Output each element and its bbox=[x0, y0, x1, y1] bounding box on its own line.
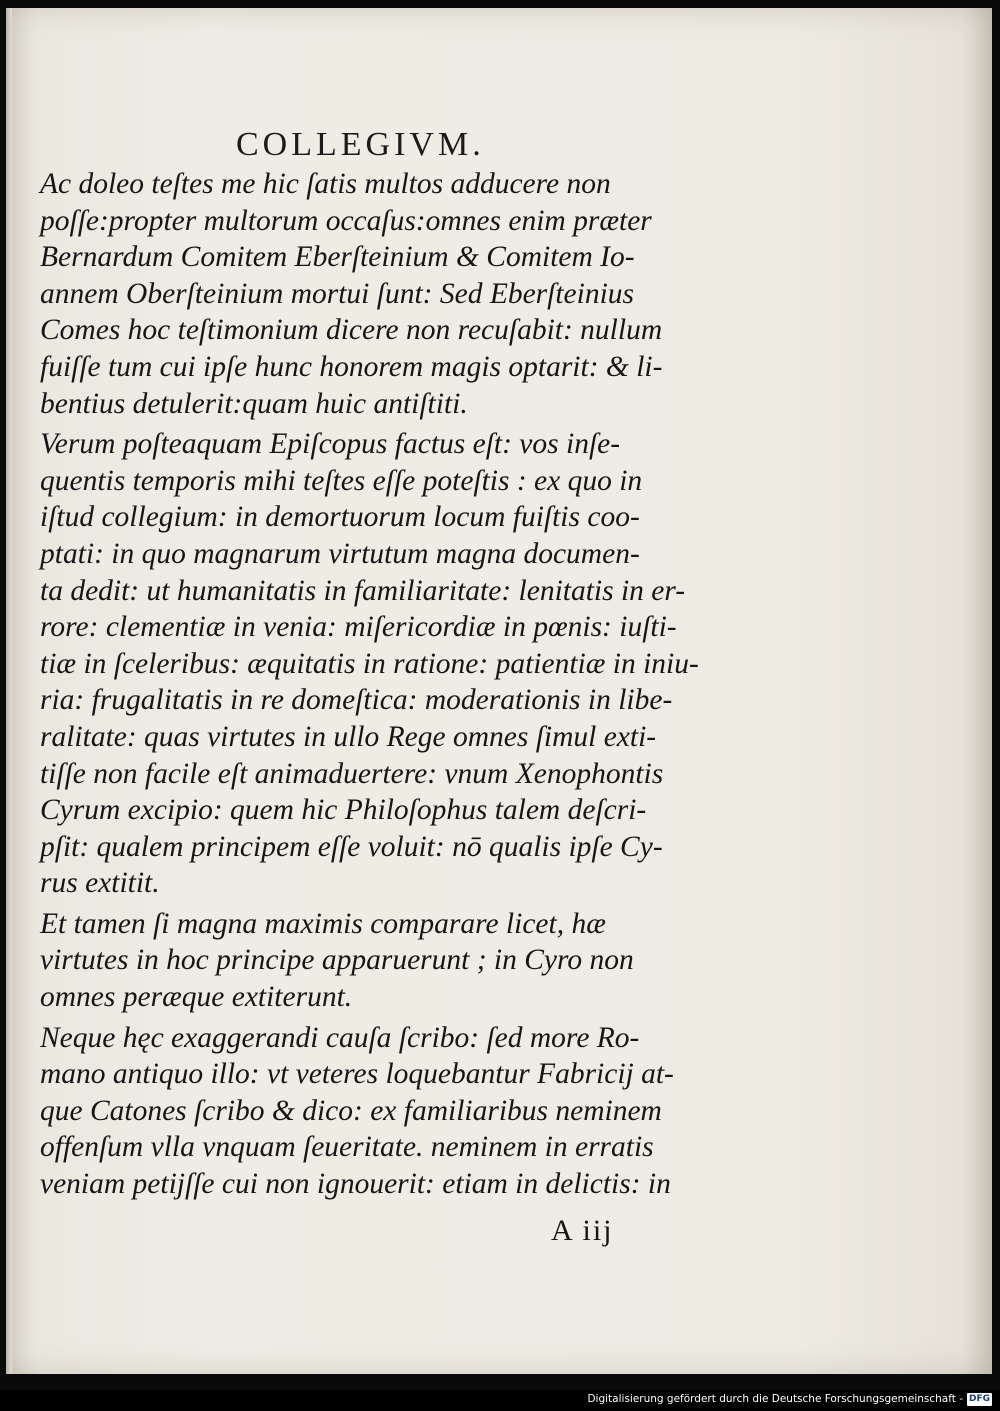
text-line: Et tamen ſi magna maximis comparare licet, hæ bbox=[40, 907, 606, 940]
text-line: fuiſſe tum cui ipſe hunc honorem magis optarit: & li- bbox=[40, 350, 663, 383]
text-line: rore: clementiæ in venia: miſericordiæ in pœnis: iuſti- bbox=[40, 611, 677, 644]
text-line: offenſum vlla vnquam ſeueritate. neminem in erratis bbox=[40, 1131, 654, 1164]
text-line: Ac doleo teſtes me hic ſatis multos adducere non bbox=[40, 168, 611, 200]
page-heading: COLLEGIVM. bbox=[236, 126, 485, 163]
signature-mark: A iij bbox=[551, 1214, 614, 1247]
page-edge bbox=[6, 8, 12, 1374]
text-line: ta dedit: ut humanitatis in familiaritate: lenitatis in er- bbox=[40, 574, 686, 607]
dfg-footer-text: Digitalisierung gefördert durch die Deutsche Forschungsgemeinschaft - bbox=[587, 1393, 963, 1405]
text-line: Neque hęc exaggerandi cauſa ſcribo: ſed more Ro- bbox=[40, 1021, 640, 1054]
text-line: iſtud collegium: in demortuorum locum fuiſtis coo- bbox=[40, 501, 640, 534]
text-line: rus extitit. bbox=[40, 867, 160, 900]
text-line: pſit: qualem principem eſſe voluit: nō qualis ipſe Cy- bbox=[40, 830, 663, 863]
text-line: que Catones ſcribo & dico: ex familiaribus neminem bbox=[40, 1094, 662, 1127]
text-line: annem Oberſteinium mortui ſunt: Sed Eberſteinius bbox=[40, 277, 635, 310]
text-line: quentis temporis mihi teſtes eſſe poteſtis : ex quo in bbox=[40, 464, 643, 497]
text-line: poſſe:propter multorum occaſus:omnes enim præter bbox=[40, 204, 652, 237]
text-line: veniam petijſſe cui non ignouerit: etiam in delictis: in bbox=[40, 1168, 671, 1201]
book-page bbox=[6, 8, 992, 1374]
body-text bbox=[40, 166, 740, 1203]
text-line: Cyrum excipio: quem hic Philoſophus talem deſcri- bbox=[40, 794, 647, 827]
text-line: bentius detulerit:quam huic antiſtiti. bbox=[40, 387, 468, 420]
text-line: mano antiquo illo: vt veteres loquebantur Fabricij at- bbox=[40, 1058, 674, 1091]
text-line: ria: frugalitatis in re domeſtica: moderationis in libe- bbox=[40, 684, 673, 717]
text-line: tiæ in ſceleribus: æquitatis in ratione: patientiæ in iniu- bbox=[40, 647, 699, 680]
dfg-logo-icon: DFG bbox=[968, 1393, 990, 1404]
text-line: tiſſe non facile eſt animaduertere: vnum Xenophontis bbox=[40, 757, 664, 790]
text-line: omnes peræque extiterunt. bbox=[40, 981, 353, 1014]
text-line: virtutes in hoc principe apparuerunt ; in Cyro non bbox=[40, 944, 634, 977]
text-line: ralitate: quas virtutes in ullo Rege omnes ſimul exti- bbox=[40, 720, 657, 753]
text-line: ptati: in quo magnarum virtutum magna documen- bbox=[40, 537, 640, 570]
text-line: Verum poſteaquam Epiſcopus factus eſt: vos inſe- bbox=[40, 428, 621, 461]
text-line: Comes hoc teſtimonium dicere non recuſabit: nullum bbox=[40, 314, 663, 347]
text-line: Bernardum Comitem Eberſteinium & Comitem Io- bbox=[40, 241, 635, 274]
dfg-footer bbox=[587, 1391, 992, 1407]
